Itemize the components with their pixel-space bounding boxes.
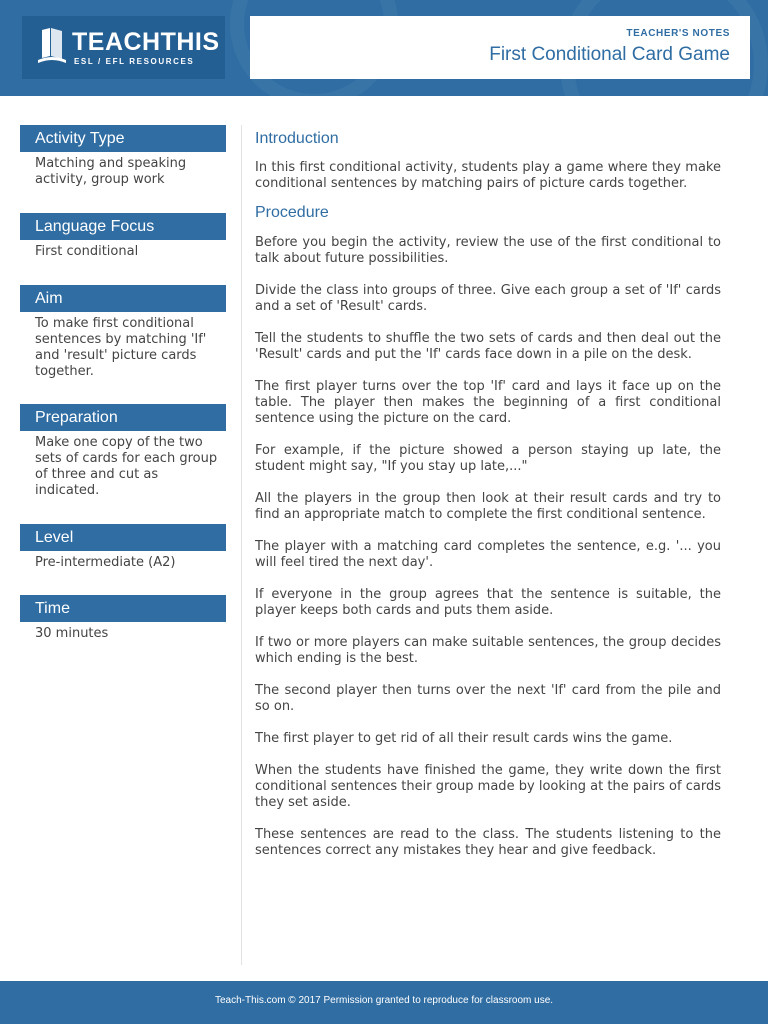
logo-subtitle: ESL / EFL RESOURCES xyxy=(74,57,195,66)
sidebar-body: 30 minutes xyxy=(35,626,109,641)
sidebar-heading: Language Focus xyxy=(20,213,226,240)
procedure-paragraph: The first player to get rid of all their result cards wins the game. xyxy=(255,731,673,746)
procedure-paragraph: When the students have finished the game, they write down the first conditional sentences their group made by looking at the pairs of cards they set aside. xyxy=(255,763,721,810)
sidebar-body: Matching and speaking activity, group work xyxy=(35,156,187,187)
sidebar-heading: Aim xyxy=(20,285,226,312)
logo-title: TEACHTHIS xyxy=(72,28,220,56)
procedure-paragraph: If everyone in the group agrees that the sentence is suitable, the player keeps both cards and puts them aside. xyxy=(255,587,721,618)
procedure-paragraph: For example, if the picture showed a person staying up late, the student might say, "If you stay up late,..." xyxy=(255,443,721,474)
sidebar-section-language-focus xyxy=(20,213,226,285)
sidebar xyxy=(20,125,226,655)
column-divider xyxy=(241,125,242,965)
sidebar-section-level xyxy=(20,524,226,595)
procedure-paragraph: The first player turns over the top 'If' card and lays it face up on the table. The player then makes the beginning of a first conditional sentence using the picture on the card. xyxy=(255,379,721,426)
procedure-paragraph: Divide the class into groups of three. Give each group a set of 'If' cards and a set of 'Result' cards. xyxy=(255,283,721,314)
procedure-paragraph: If two or more players can make suitable sentences, the group decides which ending is the best. xyxy=(255,635,721,666)
sidebar-body: First conditional xyxy=(35,244,139,259)
procedure-paragraph: The second player then turns over the next 'If' card from the pile and so on. xyxy=(255,683,721,714)
introduction-heading: Introduction xyxy=(255,130,339,147)
copyright-notice: Teach-This.com © 2017 Permission granted to reproduce for classroom use. xyxy=(214,995,554,1006)
sidebar-heading: Time xyxy=(20,595,226,622)
sidebar-section-time xyxy=(20,595,226,655)
sidebar-body: Make one copy of the two sets of cards for each group of three and cut as indicated. xyxy=(35,435,218,498)
sidebar-heading: Activity Type xyxy=(20,125,226,152)
procedure-paragraph: All the players in the group then look at their result cards and try to find an appropriate match to complete the first conditional sentence. xyxy=(255,491,721,522)
procedure-heading: Procedure xyxy=(255,204,329,221)
book-icon xyxy=(36,26,68,70)
title-panel xyxy=(250,16,750,79)
page-title: First Conditional Card Game xyxy=(489,44,730,65)
procedure-paragraph: Tell the students to shuffle the two sets of cards and then deal out the 'Result' cards and put the 'If' cards face down in a pile on the desk. xyxy=(255,331,721,362)
sidebar-section-aim xyxy=(20,285,226,404)
page-header xyxy=(0,0,768,96)
sidebar-body: To make first conditional sentences by matching 'If' and 'result' picture cards together. xyxy=(35,316,207,379)
procedure-paragraph: Before you begin the activity, review the use of the first conditional to talk about future possibilities. xyxy=(255,235,721,266)
main-content xyxy=(255,127,721,859)
logo[interactable] xyxy=(22,16,225,79)
sidebar-section-activity-type xyxy=(20,125,226,213)
sidebar-section-preparation xyxy=(20,404,226,524)
procedure-paragraph: These sentences are read to the class. The students listening to the sentences correct any mistakes they hear and give feedback. xyxy=(255,827,721,858)
document-kicker: TEACHER'S NOTES xyxy=(626,28,730,39)
sidebar-body: Pre-intermediate (A2) xyxy=(35,555,176,570)
introduction-text: In this first conditional activity, students play a game where they make conditional sentences by matching pairs of picture cards together. xyxy=(255,160,721,191)
procedure-paragraph: The player with a matching card completes the sentence, e.g. '... you will feel tired the next day'. xyxy=(255,539,721,570)
sidebar-heading: Preparation xyxy=(20,404,226,431)
page-footer xyxy=(0,981,768,1024)
sidebar-heading: Level xyxy=(20,524,226,551)
